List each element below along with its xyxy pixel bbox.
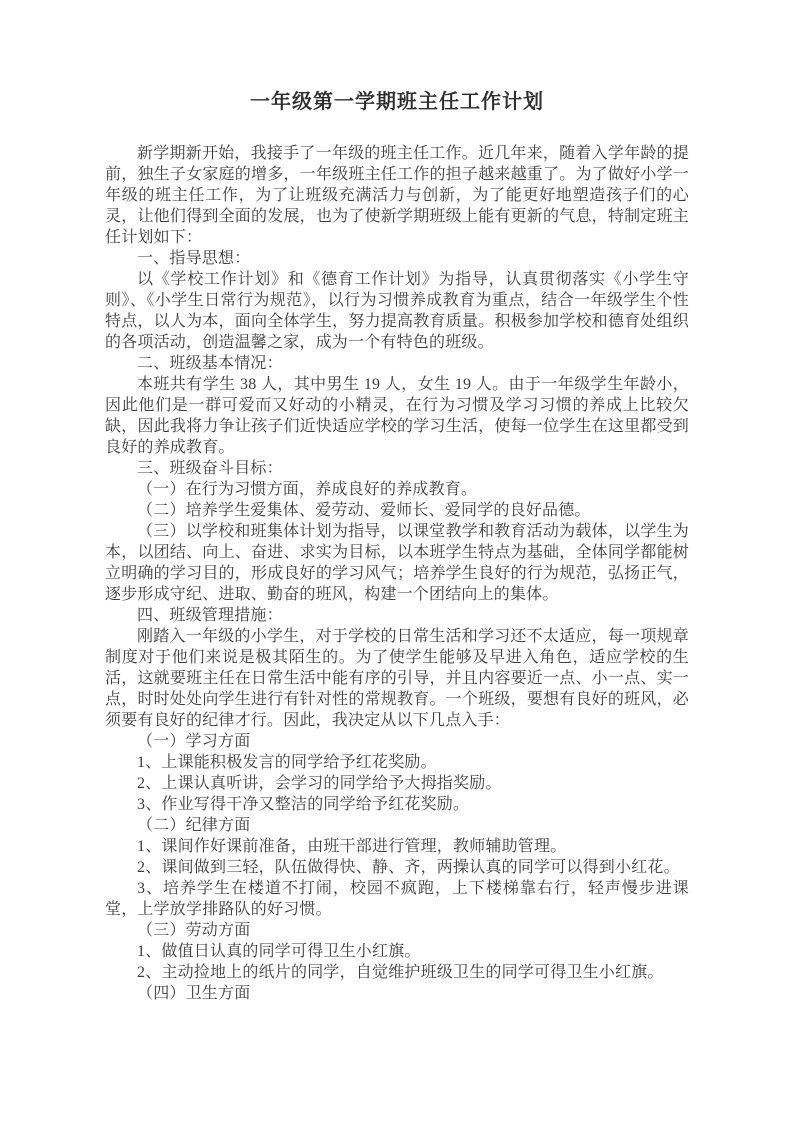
- paragraph: 3、作业写得干净又整洁的同学给予红花奖励。: [137, 796, 470, 813]
- paragraph: （三）劳动方面: [137, 922, 251, 939]
- paragraph: （一）在行为习惯方面，养成良好的养成教育。: [137, 481, 478, 498]
- paragraph: （一）学习方面: [137, 733, 251, 750]
- paragraph: 3、培养学生在楼道不打闹，校园不疯跑，上下楼梯靠右行，轻声慢步进课堂，上学放学排路队的好习惯。: [105, 880, 689, 918]
- paragraph: 1、上课能积极发言的同学给予红花奖励。: [137, 754, 437, 771]
- paragraph: （三）以学校和班集体计划为指导，以课堂教学和教育活动为载体，以学生为本，以团结、向上、奋进、求实为目标，以本班学生特点为基础，全体同学都能树立明确的学习目的，形成良好的学习风气；培养学生良好的行为规范，弘扬正气，逐步形成守纪、进取、勤奋的班风，构建一个团结向上的集体。: [105, 523, 689, 603]
- paragraph: 新学期新开始，我接手了一年级的班主任工作。近几年来，随着入学年龄的提前，独生子女家庭的增多，一年级班主任工作的担子越来越重了。为了做好小学一年级的班主任工作，为了让班级充满活力与创新，为了能更好地塑造孩子们的心灵，让他们得到全面的发展，也为了使新学期班级上能有更新的气息，特制定班主任计划如下：: [105, 145, 689, 246]
- paragraph: 2、上课认真听讲，会学习的同学给予大拇指奖励。: [137, 775, 502, 792]
- paragraph: 三、班级奋斗目标：: [137, 460, 283, 477]
- paragraph: 一、指导思想：: [137, 250, 251, 267]
- paragraph: 刚踏入一年级的小学生，对于学校的日常生活和学习还不太适应，每一项规章制度对于他们来说是极其陌生的。为了使学生能够及早进入角色，适应学校的生活，这就要班主任在日常生活中能有序的引导，并且内容要近一点、小一点、实一点，时时处处向学生进行有针对性的常规教育。一个班级，要想有良好的班风，必须要有良好的纪律才行。因此，我决定从以下几点入手：: [105, 628, 689, 729]
- page-title: 一年级第一学期班主任工作计划: [250, 91, 544, 113]
- paragraph: 2、主动捡地上的纸片的同学，自觉维护班级卫生的同学可得卫生小红旗。: [137, 964, 664, 981]
- paragraph: 以《学校工作计划》和《德育工作计划》为指导，认真贯彻落实《小学生守则》、《小学生日常行为规范》，以行为习惯养成教育为重点，结合一年级学生个性特点，以人为本，面向全体学生，努力提高教育质量。积极参加学校和德育处组织的各项活动，创造温馨之家，成为一个有特色的班级。: [105, 271, 689, 351]
- paragraph: （四）卫生方面: [137, 985, 251, 1002]
- paragraph: 二、班级基本情况：: [137, 355, 283, 372]
- paragraph: （二）纪律方面: [137, 817, 251, 834]
- paragraph: 2、课间做到三轻，队伍做得快、静、齐，两操认真的同学可以得到小红花。: [137, 859, 680, 876]
- paragraph: 1、课间作好课前准备，由班干部进行管理，教师辅助管理。: [137, 838, 567, 855]
- document-body: [105, 143, 689, 1004]
- paragraph: 本班共有学生 38 人，其中男生 19 人，女生 19 人。由于一年级学生年龄小，因此他们是一群可爱而又好动的小精灵，在行为习惯及学习习惯的养成上比较欠缺，因此我将力争让孩子们近快适应学校的学习生活，使每一位学生在这里都受到良好的养成教育。: [105, 376, 689, 456]
- paragraph: 1、做值日认真的同学可得卫生小红旗。: [137, 943, 421, 960]
- paragraph: 四、班级管理措施：: [137, 607, 283, 624]
- paragraph: （二）培养学生爱集体、爱劳动、爱师长、爱同学的良好品德。: [137, 502, 591, 519]
